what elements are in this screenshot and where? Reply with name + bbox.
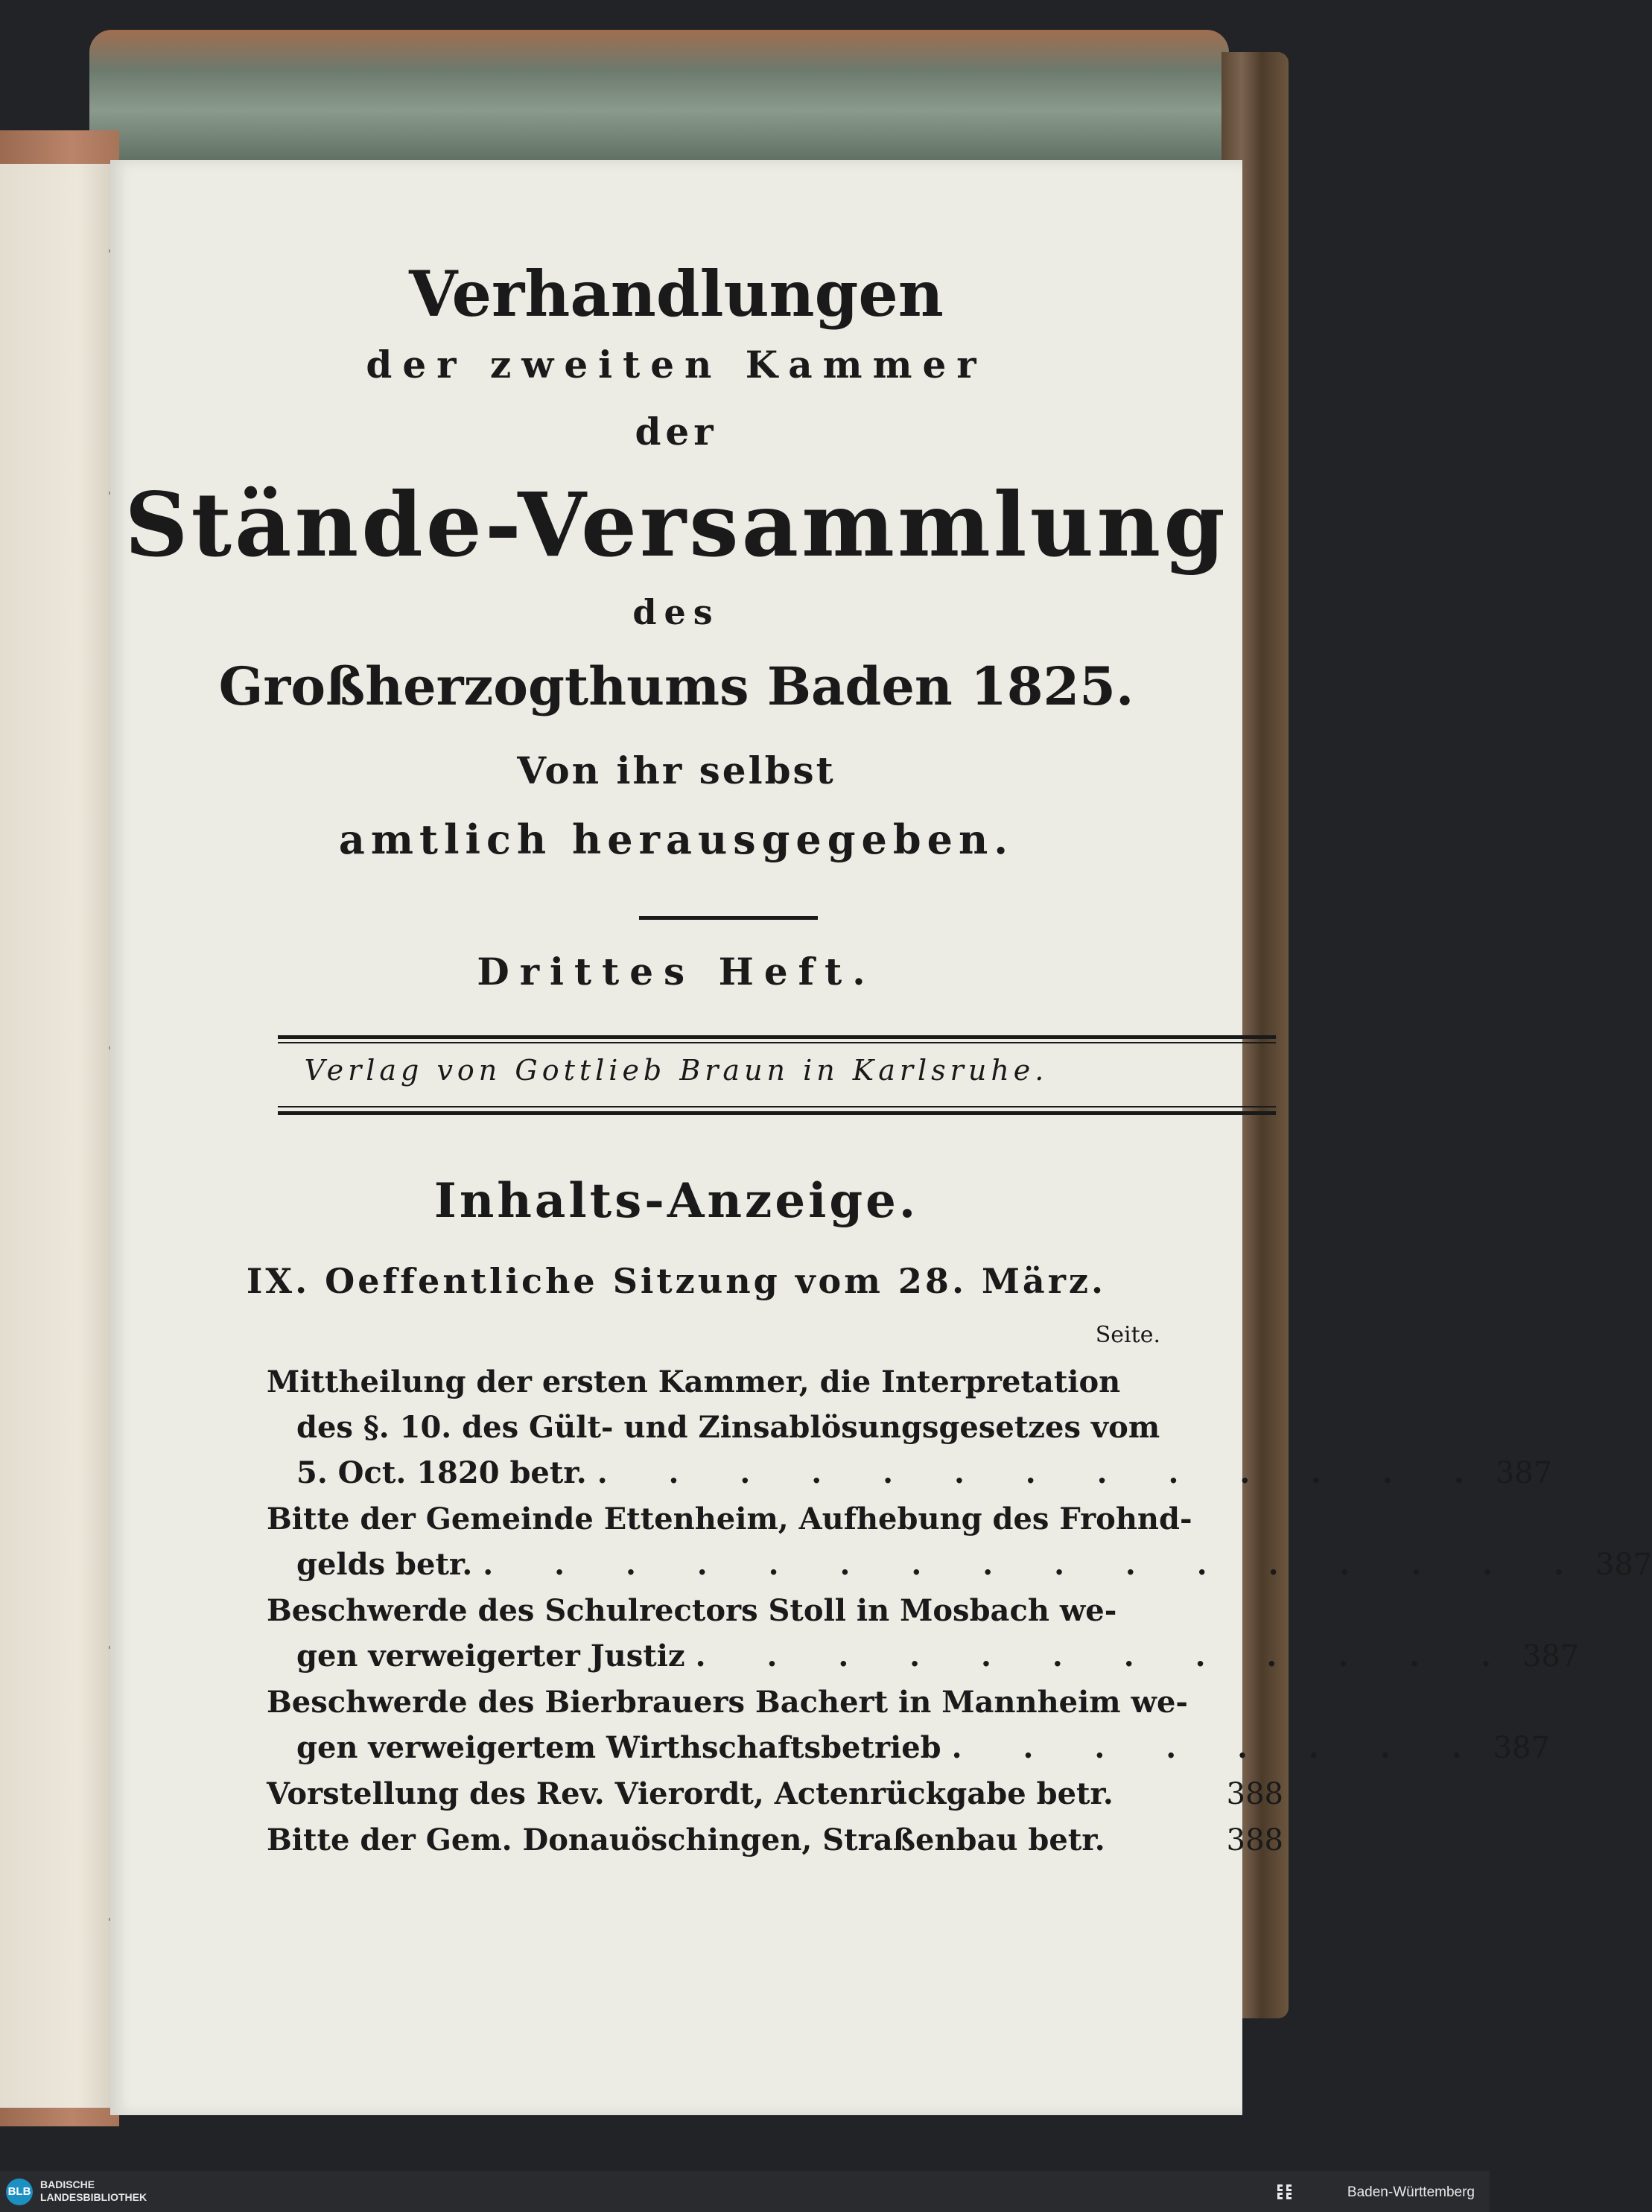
baden-wuerttemberg-lions-icon bbox=[1275, 2181, 1296, 2201]
publisher-line: Verlag von Gottlieb Braun in Karlsruhe. bbox=[304, 1054, 1049, 1087]
state-name: Baden-Württemberg bbox=[1347, 2184, 1475, 2200]
entry-page-number: 387 bbox=[1495, 1456, 1553, 1490]
issue-label: Drittes Heft. bbox=[477, 950, 876, 994]
title-line-1: Verhandlungen bbox=[409, 257, 944, 331]
blb-logo-icon: BLB bbox=[6, 2178, 33, 2205]
entry-text: Vorstellung des Rev. Vierordt, Actenrückgabe betr. bbox=[267, 1776, 1113, 1811]
contents-entry bbox=[267, 1496, 1652, 1588]
leader-dots: . . . . . . . . . . . . bbox=[695, 1639, 1516, 1674]
page-column-label: Seite. bbox=[1095, 1322, 1160, 1348]
contents-entry bbox=[267, 1817, 1283, 1863]
title-line-6: Großherzogthums Baden 1825. bbox=[218, 655, 1134, 717]
title-main: Stände-Versammlung bbox=[124, 473, 1228, 576]
library-name bbox=[40, 2178, 147, 2204]
entry-text: Mittheilung der ersten Kammer, die Interpretation bbox=[267, 1364, 1121, 1399]
rule-thin bbox=[278, 1106, 1276, 1107]
entry-text: Bitte der Gemeinde Ettenheim, Aufhebung des Frohnd- bbox=[267, 1501, 1192, 1536]
entry-text: gen verweigertem Wirthschaftsbetrieb bbox=[296, 1730, 941, 1765]
entry-text: Beschwerde des Bierbrauers Bachert in Mannheim we- bbox=[267, 1685, 1189, 1720]
contents-entry bbox=[267, 1588, 1580, 1679]
entry-text: Bitte der Gem. Donauöschingen, Straßenbau betr. bbox=[267, 1822, 1105, 1857]
session-heading: IX. Oeffentliche Sitzung vom 28. März. bbox=[246, 1261, 1107, 1301]
entry-text: gen verweigerter Justiz bbox=[296, 1639, 685, 1674]
library-name-line-1: BADISCHE bbox=[40, 2178, 95, 2190]
entry-page-number: 387 bbox=[1522, 1639, 1580, 1674]
title-line-7: Von ihr selbst bbox=[517, 749, 836, 792]
entry-page-number: 388 bbox=[1226, 1777, 1283, 1811]
footer-bar bbox=[0, 2171, 1490, 2212]
entry-text: 5. Oct. 1820 betr. bbox=[296, 1455, 587, 1490]
entry-text: des §. 10. des Gült- und Zinsablösungsgesetzes vom bbox=[296, 1410, 1160, 1445]
leader-dots: . . . . . . . . . . . . . bbox=[597, 1455, 1490, 1490]
contents-heading: Inhalts-Anzeige. bbox=[433, 1173, 919, 1229]
title-line-3: der bbox=[635, 410, 718, 454]
entry-page-number: 388 bbox=[1226, 1823, 1283, 1857]
title-line-5: des bbox=[632, 592, 720, 632]
contents-entry bbox=[267, 1771, 1283, 1817]
library-name-line-2: LANDESBIBLIOTHEK bbox=[40, 2191, 147, 2203]
contents-entry bbox=[267, 1679, 1550, 1771]
rule-thick bbox=[278, 1111, 1276, 1115]
entry-page-number: 387 bbox=[1493, 1731, 1550, 1765]
title-line-8: amtlich herausgegeben. bbox=[338, 816, 1014, 863]
rule-thick bbox=[278, 1035, 1276, 1039]
entry-text: Beschwerde des Schulrectors Stoll in Mosbach we- bbox=[267, 1593, 1117, 1628]
contents-entry bbox=[267, 1359, 1553, 1496]
rule-thin bbox=[278, 1042, 1276, 1043]
contents-list bbox=[267, 1359, 1652, 1863]
short-rule bbox=[639, 916, 818, 920]
title-line-2: der zweiten Kammer bbox=[366, 343, 987, 387]
leader-dots: . . . . . . . . . . . . . . . . bbox=[483, 1547, 1589, 1582]
title-page bbox=[110, 160, 1652, 2115]
leader-dots: . . . . . . . . bbox=[951, 1730, 1487, 1765]
entry-page-number: 387 bbox=[1595, 1548, 1652, 1582]
book-top-edge bbox=[89, 30, 1229, 164]
entry-text: gelds betr. bbox=[296, 1547, 473, 1582]
left-page bbox=[0, 164, 112, 2108]
